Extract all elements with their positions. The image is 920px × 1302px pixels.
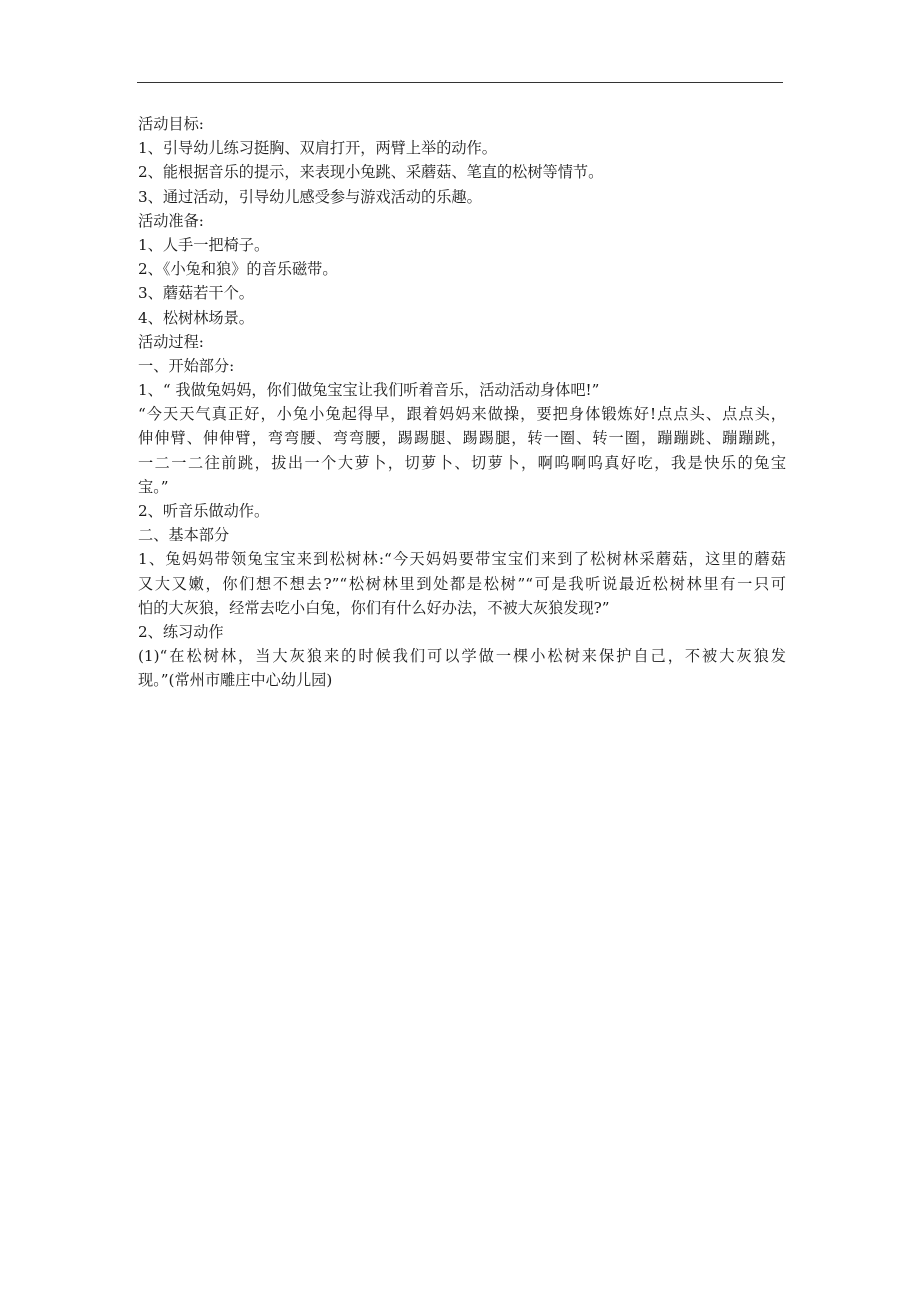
subsection-heading-start: 一、开始部分:	[138, 356, 235, 375]
paragraph-line: 2、练习动作	[138, 622, 224, 641]
subsection-heading-basic: 二、基本部分	[138, 526, 230, 545]
paragraph-line: 一二一二往前跳，拔出一个大萝卜，切萝卜、切萝卜，啊呜啊呜真好吃，我是快乐的兔宝	[138, 453, 786, 472]
paragraph-line: 2、《小兔和狼》的音乐磁带。	[138, 260, 338, 279]
paragraph-line: 2、听音乐做动作。	[138, 502, 270, 520]
paragraph-line: 2、能根据音乐的提示，来表现小兔跳、采蘑菇、笔直的松树等情节。	[138, 163, 604, 182]
paragraph-line: 1、引导幼儿练习挺胸、双肩打开，两臂上举的动作。	[138, 139, 497, 158]
paragraph-line: 1、“ 我做兔妈妈，你们做兔宝宝让我们听着音乐，活动活动身体吧!”	[138, 381, 600, 400]
paragraph-line: 宝。”	[138, 477, 169, 496]
paragraph-line: “今天天气真正好，小兔小兔起得早，跟着妈妈来做操，要把身体锻炼好!点点头、点点头，	[138, 405, 786, 424]
paragraph-line: 1、兔妈妈带领兔宝宝来到松树林:“今天妈妈要带宝宝们来到了松树林采蘑菇，这里的蘑菇	[138, 550, 786, 569]
paragraph-line: 伸伸臂、伸伸臂，弯弯腰、弯弯腰，踢踢腿、踢踢腿，转一圈、转一圈，蹦蹦跳、蹦蹦跳，	[138, 429, 786, 448]
section-heading-process: 活动过程:	[138, 332, 204, 351]
paragraph-line: 怕的大灰狼，经常去吃小白兔，你们有什么好办法，不被大灰狼发现?”	[138, 598, 610, 617]
paragraph-line: 3、蘑菇若干个。	[138, 284, 254, 303]
paragraph-line: 3、通过活动，引导幼儿感受参与游戏活动的乐趣。	[138, 187, 482, 206]
paragraph-line: 1、人手一把椅子。	[138, 235, 270, 254]
section-heading-preparation: 活动准备:	[138, 211, 204, 230]
paragraph-line: 现。”(常州市雕庄中心幼儿园)	[138, 671, 333, 690]
paragraph-line: (1)“在松树林，当大灰狼来的时候我们可以学做一棵小松树来保护自己，不被大灰狼发	[138, 647, 786, 666]
section-heading-goals: 活动目标:	[138, 115, 204, 133]
document-body	[138, 112, 788, 693]
paragraph-line: 4、松树林场景。	[138, 308, 254, 327]
paragraph-line: 又大又嫩，你们想不想去?”“松树林里到处都是松树”“可是我听说最近松树林里有一只可	[138, 574, 786, 593]
header-rule	[137, 82, 783, 83]
